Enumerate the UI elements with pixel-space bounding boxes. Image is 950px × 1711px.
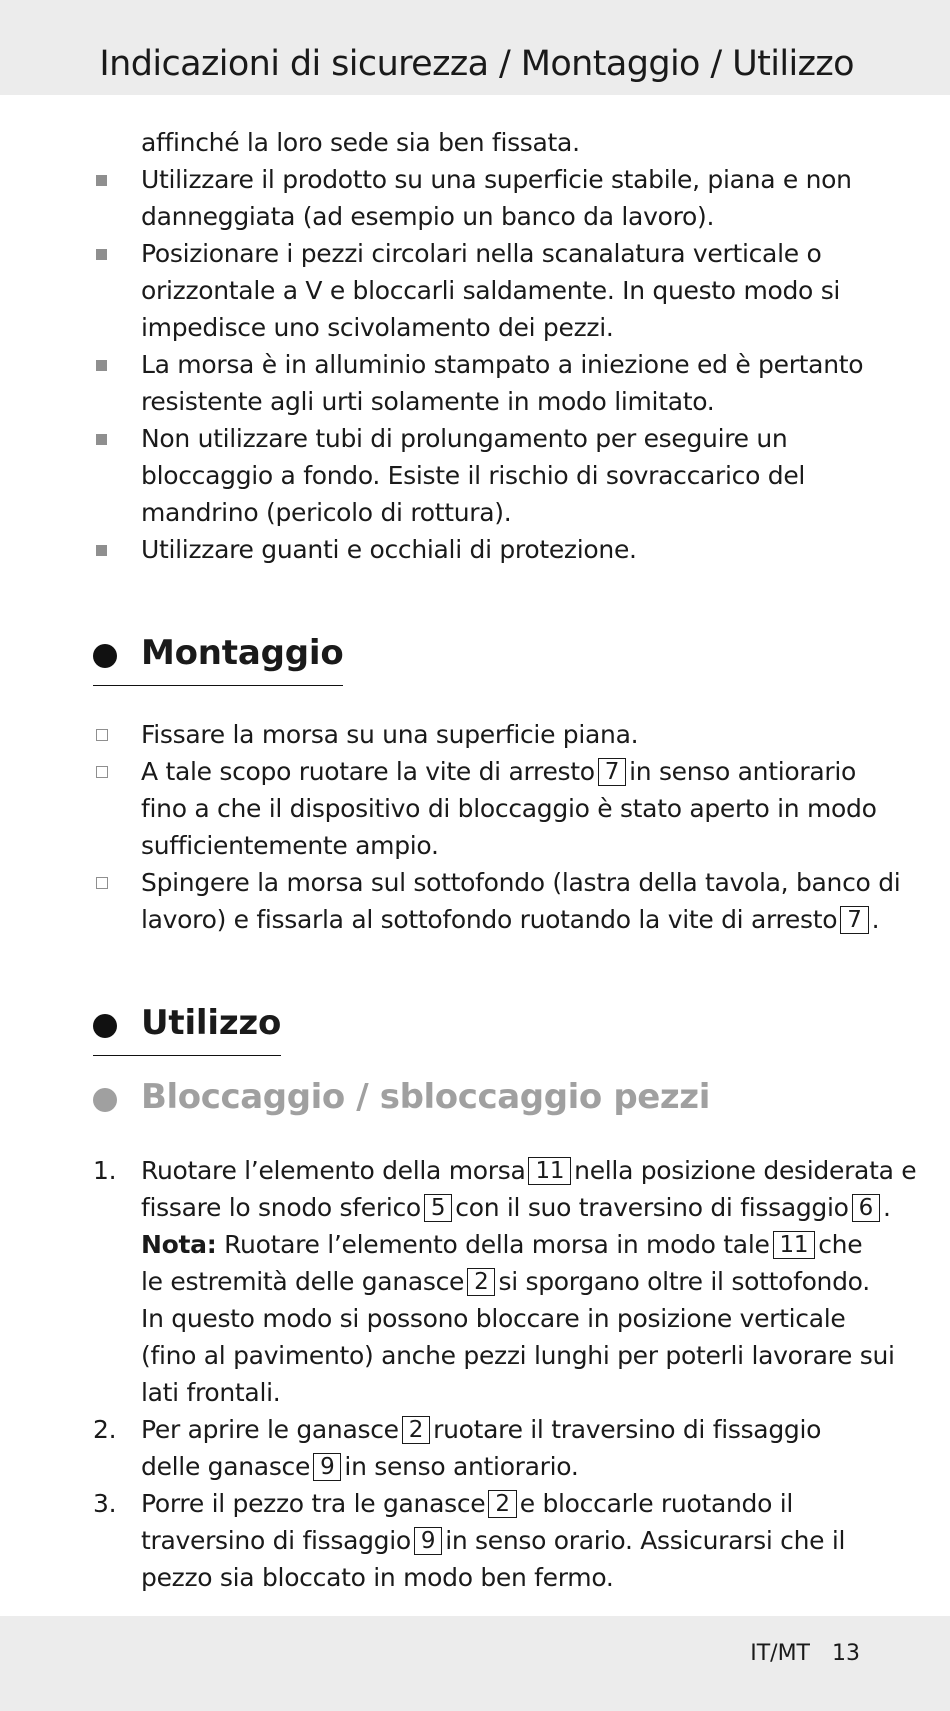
part-reference: 7 [840, 906, 868, 934]
numbered-step: 1. Ruotare l’elemento della morsa 11 nella posizione desiderata e fissare lo snodo sferico 5 con il suo traversino di fissaggio 6 . Nota: Ruotare l’elemento della morsa in modo tale 11 che le estremità delle ganasce 2 si sporgano oltre il sottofondo. In questo modo si possono bloccare in posizione verticale (fino al pavimento) anche pezzi lunghi per poterli lavorare sui lati frontali. [93, 1152, 863, 1411]
page-header-title: Indicazioni di sicurezza / Montaggio / Utilizzo [99, 44, 854, 84]
safety-list-item: La morsa è in alluminio stampato a iniezione ed è pertanto resistente agli urti solamente in modo limitato. [93, 346, 863, 420]
safety-list-item: Utilizzare guanti e occhiali di protezione. [93, 531, 863, 568]
part-reference: 9 [414, 1527, 442, 1555]
part-reference: 11 [528, 1157, 571, 1185]
part-reference: 11 [773, 1231, 816, 1259]
square-bullet-icon [96, 175, 107, 186]
square-bullet-icon [96, 360, 107, 371]
montaggio-list-item: Fissare la morsa su una superficie piana. [93, 716, 863, 753]
step-number: 2. [93, 1415, 117, 1444]
section-heading-utilizzo: Utilizzo [93, 1000, 281, 1056]
checkbox-bullet-icon [96, 729, 108, 741]
montaggio-list-item: A tale scopo ruotare la vite di arresto 7 in senso antiorario fino a che il dispositivo di bloccaggio è stato aperto in modo sufficientemente ampio. [93, 753, 863, 864]
bullet-dot-icon [93, 644, 117, 668]
numbered-step: 3. Porre il pezzo tra le ganasce 2 e bloccarle ruotando il traversino di fissaggio 9 in senso orario. Assicurarsi che il pezzo sia bloccato in modo ben fermo. [93, 1485, 863, 1596]
montaggio-list-item: Spingere la morsa sul sottofondo (lastra della tavola, banco di lavoro) e fissarla al sottofondo ruotando la vite di arresto 7 . [93, 864, 863, 938]
square-bullet-icon [96, 434, 107, 445]
safety-list-item: Utilizzare il prodotto su una superficie stabile, piana e non danneggiata (ad esempio un banco da lavoro). [93, 161, 863, 235]
note-label: Nota: [141, 1230, 217, 1259]
checkbox-bullet-icon [96, 877, 108, 889]
safety-continuation: affinché la loro sede sia ben fissata. [141, 128, 580, 157]
part-reference: 9 [313, 1453, 341, 1481]
heading-underline [93, 1055, 281, 1057]
square-bullet-icon [96, 545, 107, 556]
step-number: 1. [93, 1156, 117, 1185]
numbered-step: 2. Per aprire le ganasce 2 ruotare il traversino di fissaggio delle ganasce 9 in senso antiorario. [93, 1411, 863, 1485]
page-footer [750, 1641, 860, 1666]
subsection-heading: Bloccaggio / sbloccaggio pezzi [93, 1074, 863, 1124]
part-reference: 2 [467, 1268, 495, 1296]
bullet-dot-icon [93, 1014, 117, 1038]
safety-list-item: Posizionare i pezzi circolari nella scanalatura verticale o orizzontale a V e bloccarli saldamente. In questo modo si impedisce uno scivolamento dei pezzi. [93, 235, 863, 346]
square-bullet-icon [96, 249, 107, 260]
step-number: 3. [93, 1489, 117, 1518]
part-reference: 6 [852, 1194, 880, 1222]
part-reference: 5 [424, 1194, 452, 1222]
checkbox-bullet-icon [96, 766, 108, 778]
safety-list-item: Non utilizzare tubi di prolungamento per eseguire un bloccaggio a fondo. Esiste il rischio di sovraccarico del mandrino (pericolo di rottura). [93, 420, 863, 531]
bullet-dot-icon [93, 1088, 117, 1112]
section-heading-montaggio: Montaggio [93, 630, 343, 686]
heading-underline [93, 685, 343, 687]
part-reference: 2 [402, 1416, 430, 1444]
part-reference: 7 [598, 758, 626, 786]
part-reference: 2 [488, 1490, 516, 1518]
language-code: IT/MT [750, 1641, 810, 1666]
page-number: 13 [832, 1641, 860, 1666]
page-content [93, 124, 917, 1596]
